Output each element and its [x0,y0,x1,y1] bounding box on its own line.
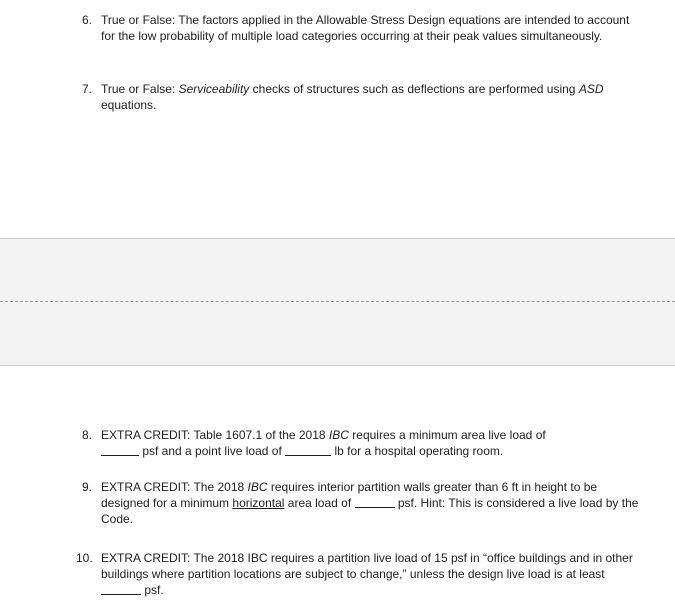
question-text: EXTRA CREDIT: The 2018 IBC requires a partition live load of 15 psf in “office buildings and in other buildings where partition locations are subject to change,” unless the design live load is at least psf. [101,551,633,597]
page-separator [0,301,675,302]
question-number: 10. [76,551,93,565]
question-9 [82,479,642,527]
answer-blank[interactable] [101,443,139,456]
question-7 [82,81,642,113]
answer-blank[interactable] [355,495,395,508]
question-text: True or False: Serviceability checks of structures such as deflections are performed using ASD equations. [101,82,604,112]
question-number: 9. [82,480,93,494]
question-number: 8. [82,428,93,442]
question-text: EXTRA CREDIT: Table 1607.1 of the 2018 IBC requires a minimum area live load of psf and a point live load of lb for a hospital operating room. [101,428,546,458]
answer-blank[interactable] [285,443,331,456]
question-text: True or False: The factors applied in the Allowable Stress Design equations are intended to account for the low probability of multiple load categories occurring at their peak values simultaneously. [101,13,630,43]
question-8 [82,427,642,459]
question-10 [76,550,642,598]
question-number: 6. [82,13,93,27]
italic-term: IBC [247,480,268,494]
italic-term: IBC [328,428,349,442]
underlined-term: horizontal [232,496,285,510]
answer-blank[interactable] [101,582,141,595]
question-6 [82,12,642,44]
italic-term: ASD [578,82,604,96]
page-gap [0,238,675,366]
question-text: EXTRA CREDIT: The 2018 IBC requires interior partition walls greater than 6 ft in height to be designed for a minimum horizontal area load of psf. Hint: This is considered a live load by the Code. [101,480,639,526]
italic-term: Serviceability [178,82,250,96]
question-number: 7. [82,82,93,96]
document-page-top [0,0,675,238]
document-page-bottom [0,366,675,612]
